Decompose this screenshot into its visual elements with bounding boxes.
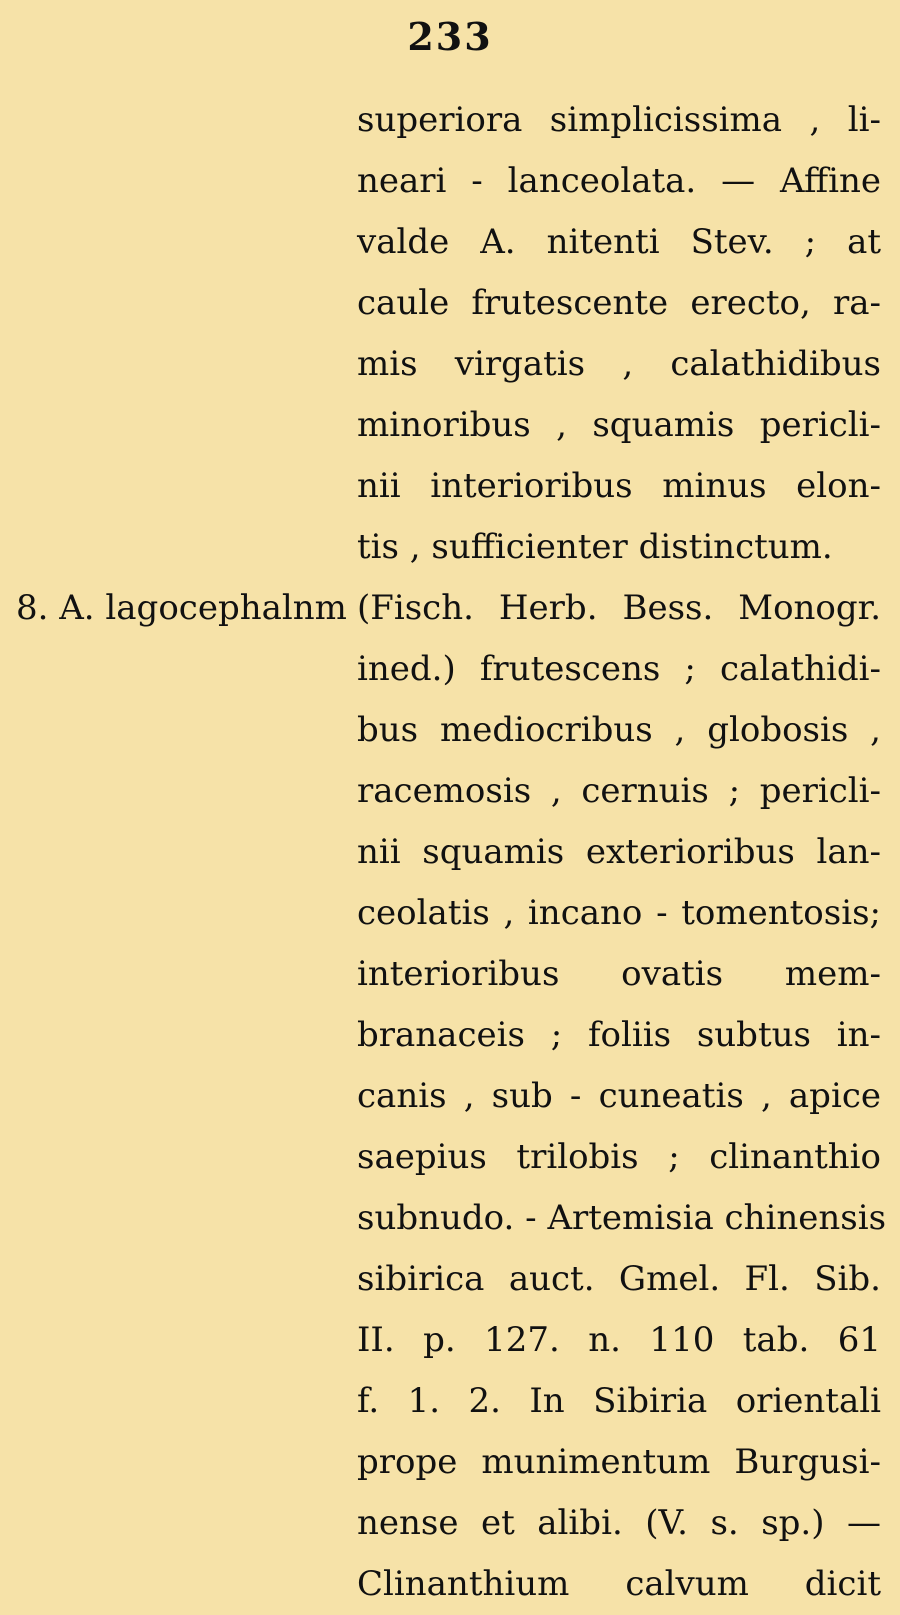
line-text: minoribus , squamis pericli-	[357, 405, 881, 445]
text-line	[0, 1066, 900, 1127]
line-text: caule frutescente erecto, ra-	[357, 283, 881, 323]
line-text: ceolatis , incano - tomentosis;	[357, 893, 881, 933]
line-text: branaceis ; foliis subtus in-	[357, 1015, 881, 1055]
text-line	[0, 1371, 900, 1432]
text-line	[0, 151, 900, 212]
line-text: f. 1. 2. In Sibiria orientali	[357, 1381, 881, 1421]
line-text: canis , sub - cuneatis , apice	[357, 1076, 881, 1116]
line-text: prope munimentum Burgusi-	[357, 1442, 881, 1482]
text-line	[0, 578, 900, 639]
text-line	[0, 212, 900, 273]
text-line	[0, 517, 900, 578]
body-text	[0, 90, 900, 1615]
text-line	[0, 761, 900, 822]
page-number: 233	[407, 14, 493, 59]
line-text: sibirica auct. Gmel. Fl. Sib.	[357, 1259, 881, 1299]
text-line	[0, 639, 900, 700]
line-text: interioribus ovatis mem-	[357, 954, 881, 994]
text-line	[0, 273, 900, 334]
species-heading: 8. A. lagocephalnm	[16, 588, 347, 628]
text-line	[0, 1493, 900, 1554]
line-text: valde A. nitenti Stev. ; at	[357, 222, 881, 262]
text-line	[0, 883, 900, 944]
text-line	[0, 456, 900, 517]
line-text: bus mediocribus , globosis ,	[357, 710, 881, 750]
text-line	[0, 944, 900, 1005]
text-line	[0, 1127, 900, 1188]
text-line	[0, 1188, 900, 1249]
text-line	[0, 1554, 900, 1615]
text-line	[0, 1249, 900, 1310]
text-line	[0, 334, 900, 395]
text-line	[0, 822, 900, 883]
line-text: Clinanthium calvum dicit	[357, 1564, 881, 1604]
text-line	[0, 1005, 900, 1066]
text-line	[0, 395, 900, 456]
line-text: mis virgatis , calathidibus	[357, 344, 881, 384]
line-text: ined.) frutescens ; calathidi-	[357, 649, 881, 689]
line-text: II. p. 127. n. 110 tab. 61	[357, 1320, 881, 1360]
line-text: (Fisch. Herb. Bess. Monogr.	[357, 588, 881, 628]
line-text: nii interioribus minus elon-	[357, 466, 881, 506]
line-text: nense et alibi. (V. s. sp.) —	[357, 1503, 881, 1543]
line-text: subnudo. - Artemisia chinensis	[357, 1198, 887, 1238]
line-text: racemosis , cernuis ; pericli-	[357, 771, 881, 811]
text-line	[0, 1310, 900, 1371]
line-text: tis , sufficienter distinctum.	[357, 527, 833, 567]
line-text: superiora simplicissima , li-	[357, 100, 881, 140]
text-line	[0, 700, 900, 761]
line-text: saepius trilobis ; clinanthio	[357, 1137, 881, 1177]
line-text: neari - lanceolata. — Affine	[357, 161, 881, 201]
text-line	[0, 90, 900, 151]
text-line	[0, 1432, 900, 1493]
line-text: nii squamis exterioribus lan-	[357, 832, 881, 872]
